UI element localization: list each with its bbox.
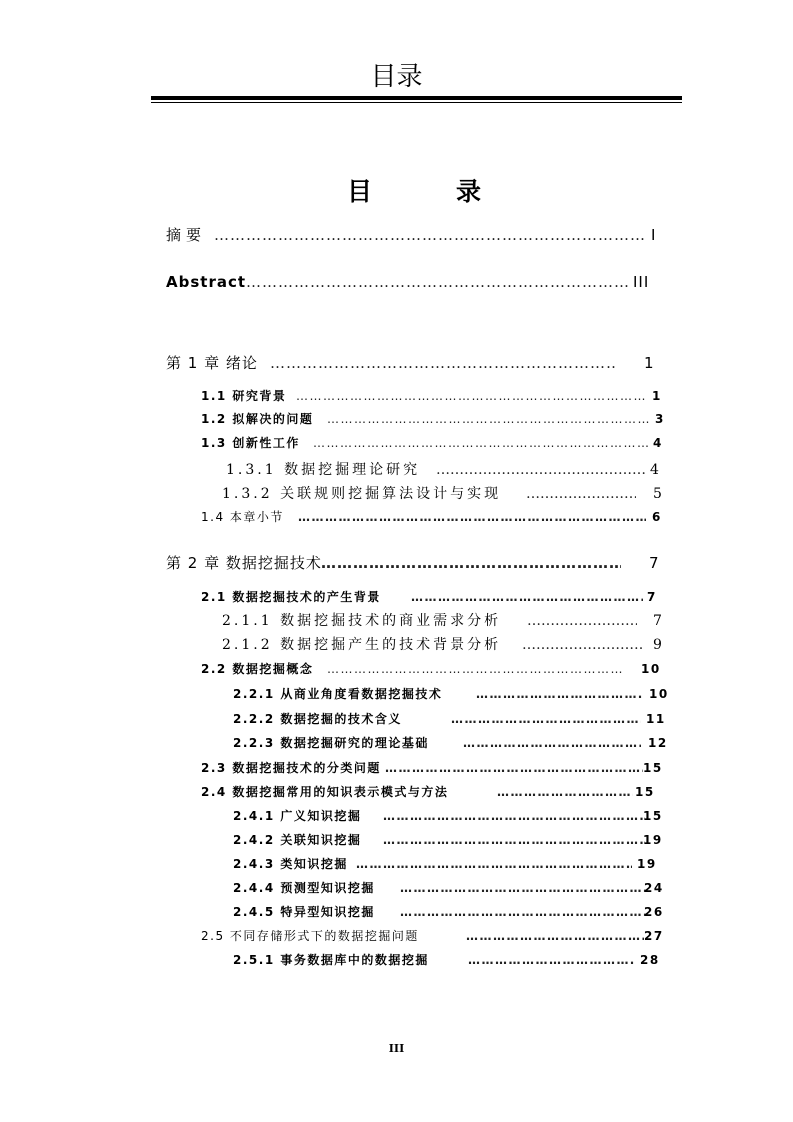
- toc-entry-label: 1.3 创新性工作: [201, 436, 300, 450]
- toc-leader-dots: [522, 635, 644, 655]
- toc-entry-1-3[interactable]: [201, 433, 663, 453]
- toc-entry-label: 2.2.3 数据挖掘研究的理论基础: [233, 736, 429, 750]
- toc-entry-label: 1.3.2 关联规则挖掘算法设计与实现: [222, 486, 502, 502]
- toc-chapter-label: 第 2 章 数据挖掘技术: [166, 554, 322, 572]
- header-rule-thin: [151, 102, 682, 103]
- toc-entry-label: 2.5.1 事务数据库中的数据挖掘: [233, 953, 429, 967]
- toc-leader-dots: [321, 553, 621, 573]
- toc-leader-dots: [296, 386, 648, 406]
- toc-leader-dots: [411, 587, 643, 607]
- toc-entry-page: 7: [653, 613, 665, 629]
- toc-leader-dots: [526, 484, 636, 504]
- toc-entry-2-3[interactable]: [201, 758, 663, 778]
- toc-entry-2-4-1[interactable]: [233, 806, 663, 826]
- toc-entry-label: 2.4.4 预测型知识挖掘: [233, 881, 375, 895]
- toc-entry-label: Abstract: [166, 273, 247, 291]
- toc-leader-dots: [270, 353, 615, 373]
- toc-entry-label: 2.2 数据挖掘概念: [201, 662, 314, 676]
- toc-entry-page: 3: [655, 412, 665, 426]
- toc-entry-label: 2.4.3 类知识挖掘: [233, 857, 348, 871]
- toc-entry-1-2[interactable]: [201, 409, 665, 429]
- toc-entry-label: 2.4.2 关联知识挖掘: [233, 833, 362, 847]
- toc-entry-label: 2.4.5 特异型知识挖掘: [233, 905, 375, 919]
- toc-entry-2-5[interactable]: [201, 926, 664, 946]
- toc-leader-dots: [356, 854, 632, 874]
- toc-entry-label: 2.5 不同存储形式下的数据挖掘问题: [201, 929, 419, 943]
- toc-entry-page: 27: [644, 929, 664, 943]
- toc-entry-label: 2.2.2 数据挖掘的技术含义: [233, 712, 402, 726]
- toc-chapter-page: 7: [649, 554, 660, 572]
- page-number: III: [388, 1042, 405, 1055]
- toc-entry-2-4-5[interactable]: [233, 902, 664, 922]
- toc-entry-page: 9: [653, 637, 665, 653]
- toc-entry-label: 1.3.1 数据挖掘理论研究: [226, 462, 421, 478]
- toc-title: [0, 172, 793, 206]
- running-header: 目录: [370, 62, 423, 92]
- toc-leader-dots: [383, 806, 645, 826]
- toc-entry-label: 2.3 数据挖掘技术的分类问题: [201, 761, 381, 775]
- toc-entry-page: 26: [644, 905, 664, 919]
- toc-entry-page: 10: [649, 687, 669, 701]
- toc-entry-page: 7: [647, 590, 657, 604]
- toc-leader-dots: [214, 225, 644, 245]
- toc-entry-page: 6: [652, 510, 662, 524]
- toc-entry-2-2-2[interactable]: [233, 709, 666, 729]
- toc-entry-2-2-3[interactable]: [233, 733, 668, 753]
- toc-entry-page: 11: [646, 712, 666, 726]
- toc-entry-2-5-1[interactable]: [233, 950, 660, 970]
- toc-leader-dots: [463, 733, 641, 753]
- toc-title-char-2: 录: [456, 177, 482, 206]
- toc-entry-2-4[interactable]: [201, 782, 655, 802]
- toc-entry-page: 19: [643, 833, 663, 847]
- toc-entry-page: 19: [637, 857, 657, 871]
- toc-leader-dots: [327, 659, 623, 679]
- toc-entry-2-1-2[interactable]: [222, 635, 665, 655]
- toc-leader-dots: [436, 460, 646, 480]
- toc-entry-1-4[interactable]: [201, 507, 662, 527]
- toc-leader-dots: [468, 950, 634, 970]
- toc-entry-2-1[interactable]: [201, 587, 657, 607]
- header-rule-thick: [151, 96, 682, 100]
- toc-entry-1-3-1[interactable]: [226, 460, 662, 480]
- toc-entry-label: 2.4.1 广义知识挖掘: [233, 809, 362, 823]
- toc-leader-dots: [497, 782, 633, 802]
- toc-entry-label: 2.1.2 数据挖掘产生的技术背景分析: [222, 637, 502, 653]
- toc-entry-page: 15: [643, 809, 663, 823]
- toc-entry-abstract-cn[interactable]: [166, 225, 657, 245]
- toc-leader-dots: [327, 409, 651, 429]
- toc-leader-dots: [527, 611, 637, 631]
- toc-entry-page: 1: [652, 389, 662, 403]
- toc-title-char-1: 目: [347, 177, 373, 206]
- toc-entry-label: 2.1 数据挖掘技术的产生背景: [201, 590, 381, 604]
- toc-entry-page: 10: [641, 662, 661, 676]
- toc-leader-dots: [298, 507, 646, 527]
- toc-entry-page: 15: [643, 761, 663, 775]
- toc-entry-2-1-1[interactable]: [222, 611, 665, 631]
- toc-entry-page: 12: [648, 736, 668, 750]
- toc-entry-page: III: [633, 273, 650, 291]
- toc-chapter-page: 1: [644, 354, 655, 372]
- toc-leader-dots: [400, 902, 646, 922]
- toc-entry-abstract-en[interactable]: [166, 272, 650, 292]
- toc-leader-dots: [476, 684, 642, 704]
- toc-entry-1-3-2[interactable]: [222, 484, 665, 504]
- toc-entry-label: 1.4 本章小节: [201, 510, 284, 524]
- toc-entry-page: 4: [650, 462, 662, 478]
- toc-entry-label: 摘要: [166, 226, 207, 244]
- toc-entry-2-4-4[interactable]: [233, 878, 664, 898]
- toc-entry-page: 4: [653, 436, 663, 450]
- toc-leader-dots: [246, 272, 631, 292]
- toc-entry-label: 2.2.1 从商业角度看数据挖掘技术: [233, 687, 443, 701]
- toc-entry-2-2[interactable]: [201, 659, 661, 679]
- toc-chapter-label: 第 1 章 绪论: [166, 354, 258, 372]
- toc-leader-dots: [451, 709, 641, 729]
- toc-entry-label: 2.1.1 数据挖掘技术的商业需求分析: [222, 613, 502, 629]
- toc-leader-dots: [313, 433, 651, 453]
- toc-entry-page: 28: [640, 953, 660, 967]
- toc-entry-label: 1.1 研究背景: [201, 389, 287, 403]
- toc-entry-label: 2.4 数据挖掘常用的知识表示模式与方法: [201, 785, 449, 799]
- toc-leader-dots: [385, 758, 643, 778]
- toc-chapter-2[interactable]: [166, 553, 660, 573]
- toc-leader-dots: [466, 926, 644, 946]
- toc-entry-page: 24: [644, 881, 664, 895]
- toc-leader-dots: [383, 830, 645, 850]
- toc-chapter-1[interactable]: [166, 353, 655, 373]
- toc-entry-2-4-2[interactable]: [233, 830, 663, 850]
- toc-entry-page: 5: [653, 486, 665, 502]
- toc-entry-page: 15: [635, 785, 655, 799]
- toc-leader-dots: [400, 878, 646, 898]
- toc-entry-page: I: [651, 226, 657, 244]
- toc-entry-1-1[interactable]: [201, 386, 662, 406]
- toc-entry-2-2-1[interactable]: [233, 684, 669, 704]
- toc-entry-label: 1.2 拟解决的问题: [201, 412, 314, 426]
- toc-entry-2-4-3[interactable]: [233, 854, 657, 874]
